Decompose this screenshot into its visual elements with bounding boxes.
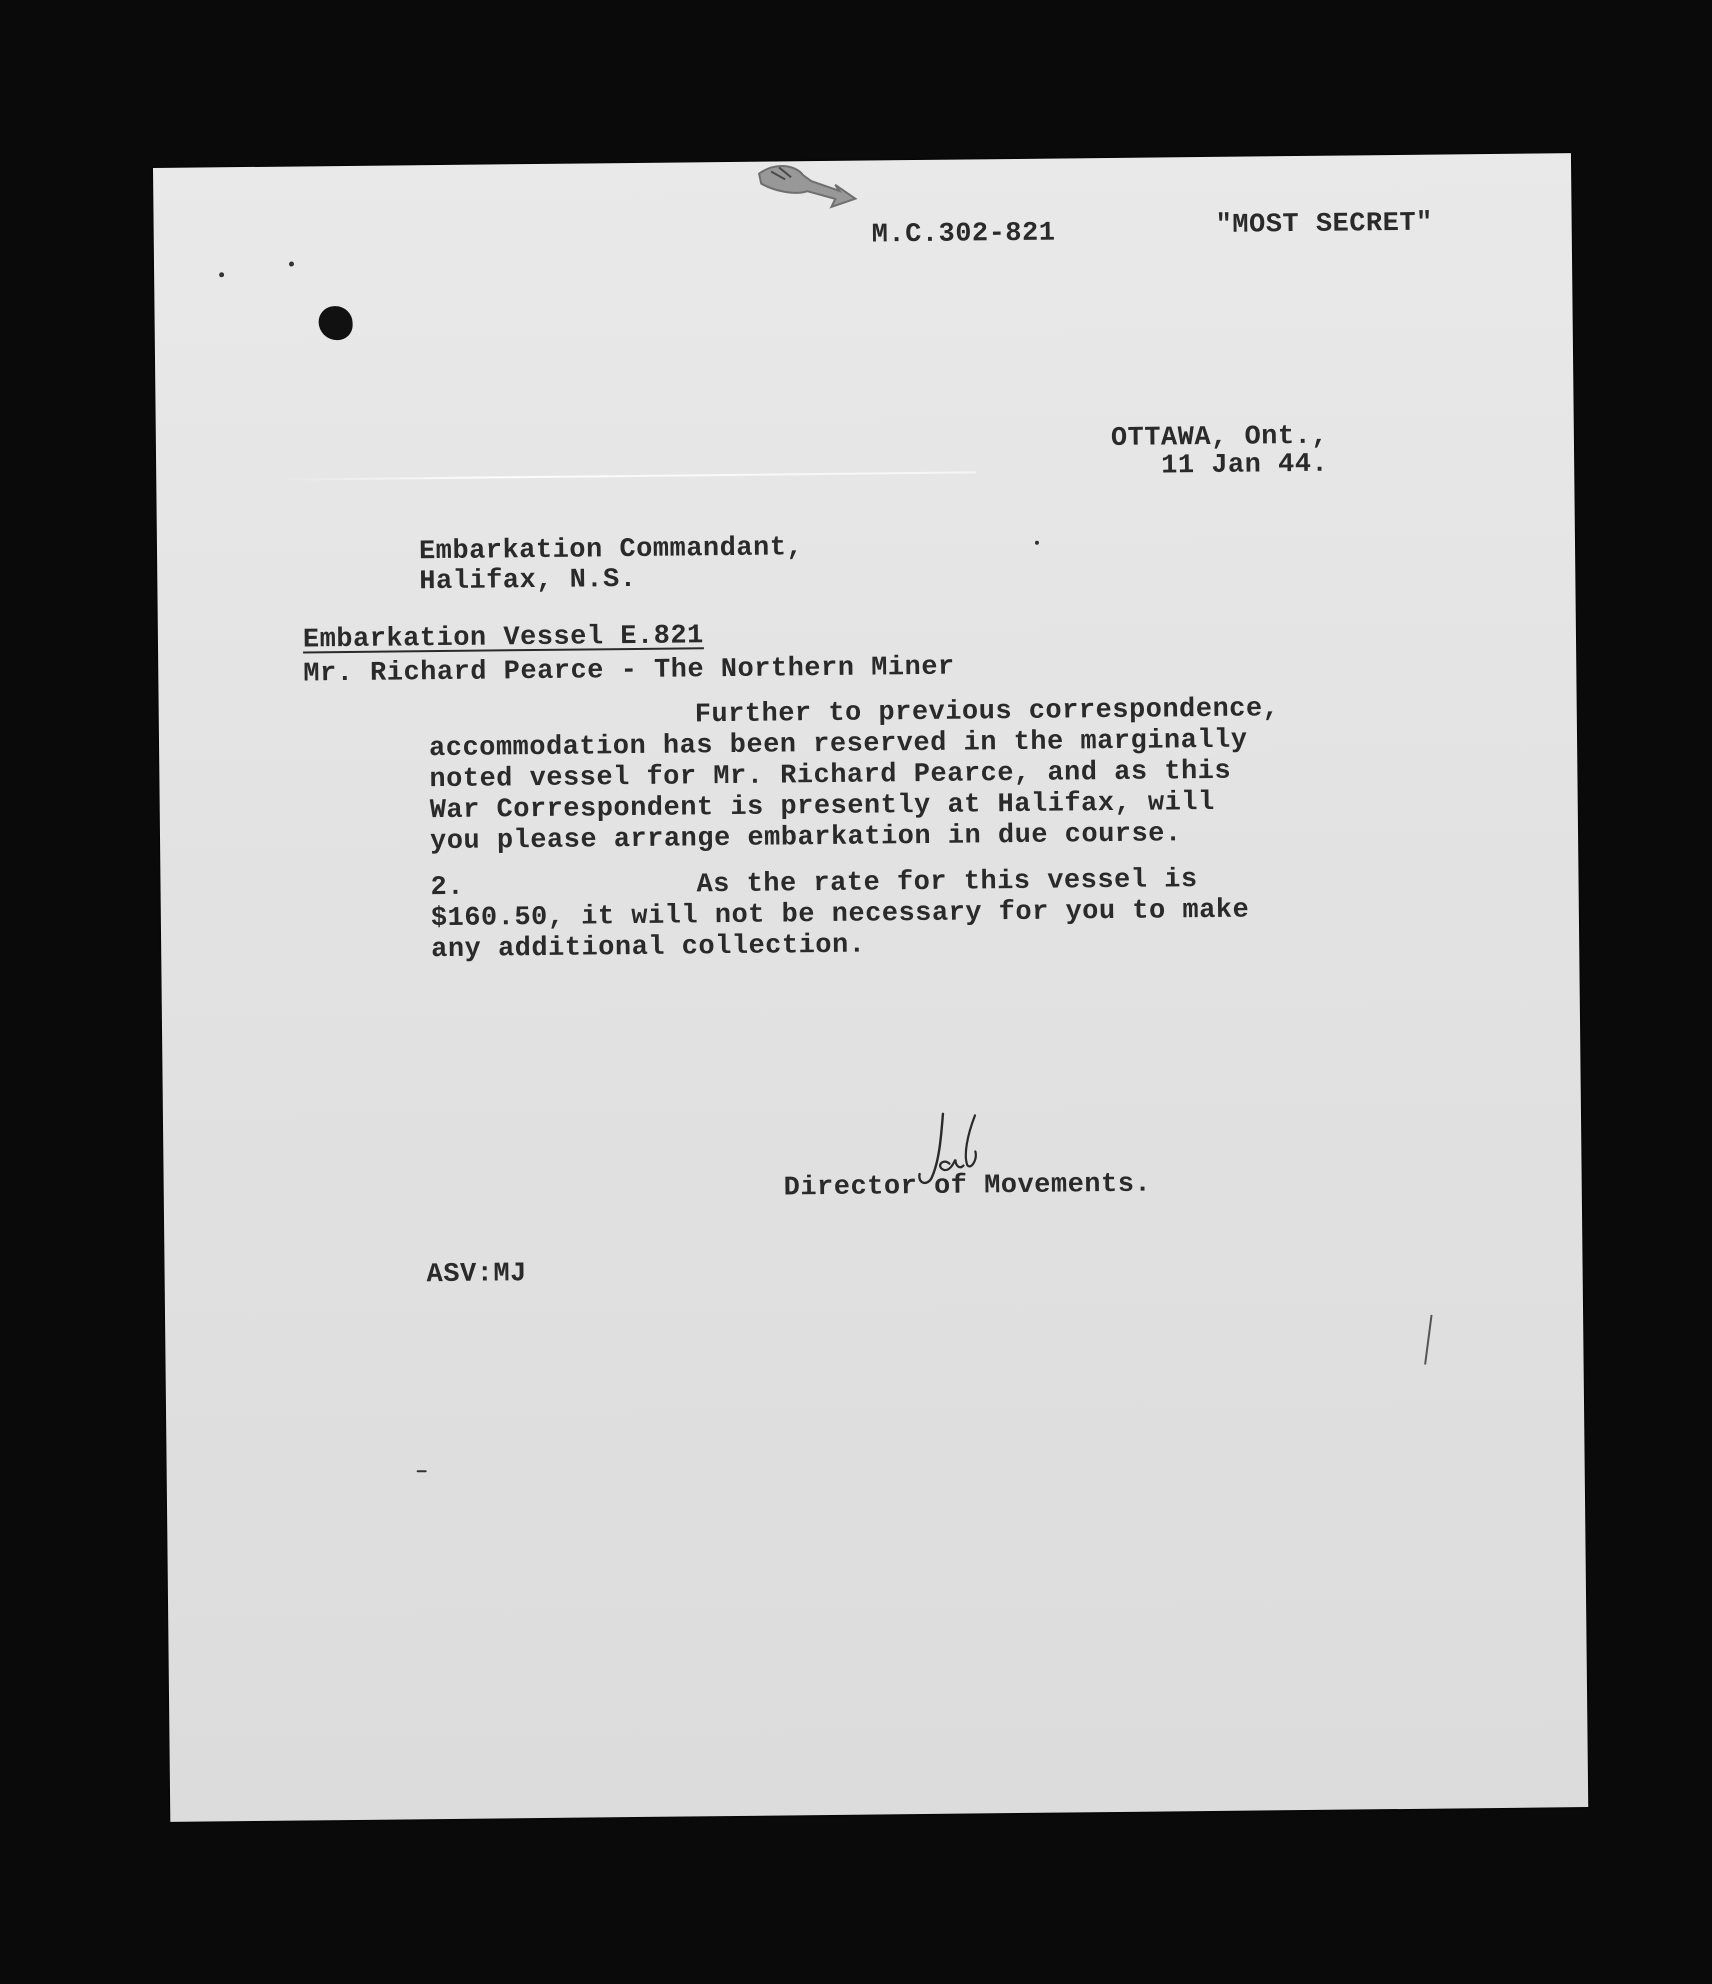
dateline-date: 11 Jan 44. bbox=[1161, 449, 1329, 482]
signature-title: Director of Movements. bbox=[783, 1169, 1152, 1204]
security-classification: "MOST SECRET" bbox=[1215, 208, 1433, 241]
speck bbox=[219, 272, 224, 277]
ink-blot bbox=[318, 306, 352, 340]
paragraph-number: 2. bbox=[430, 872, 465, 904]
speck bbox=[417, 1470, 427, 1472]
paragraph-line: any additional collection. bbox=[431, 930, 866, 966]
paragraph-line: $160.50, it will not be necessary for you to make bbox=[430, 895, 1250, 935]
paragraph-line: As the rate for this vessel is bbox=[696, 865, 1198, 901]
paragraph-line: you please arrange embarkation in due course. bbox=[429, 819, 1182, 858]
dateline-place: OTTAWA, Ont., bbox=[1110, 421, 1329, 454]
margin-mark bbox=[1424, 1315, 1432, 1365]
subject-person: Mr. Richard Pearce - The Northern Miner bbox=[303, 652, 955, 690]
letter-body bbox=[428, 694, 1280, 966]
paragraph-2 bbox=[430, 865, 1249, 967]
paragraph-1 bbox=[429, 694, 1281, 858]
arrow-stamp-mark bbox=[751, 161, 862, 222]
scan-streak bbox=[276, 471, 976, 480]
paragraph-line: accommodation has been reserved in the marginally bbox=[428, 725, 1248, 765]
paragraph-line: noted vessel for Mr. Richard Pearce, and as this bbox=[429, 756, 1232, 796]
speck bbox=[289, 262, 294, 267]
paragraph-line: War Correspondent is presently at Halifax, will bbox=[429, 787, 1215, 827]
file-reference: M.C.302-821 bbox=[871, 218, 1056, 251]
speck bbox=[1035, 541, 1039, 545]
addressee-line-2: Halifax, N.S. bbox=[419, 564, 637, 598]
letter-page bbox=[153, 153, 1588, 1822]
addressee-line-1: Embarkation Commandant, bbox=[418, 533, 804, 568]
paragraph-line: Further to previous correspondence, bbox=[694, 694, 1280, 731]
subject-vessel: Embarkation Vessel E.821 bbox=[302, 621, 704, 656]
reference-initials: ASV:MJ bbox=[426, 1259, 527, 1291]
